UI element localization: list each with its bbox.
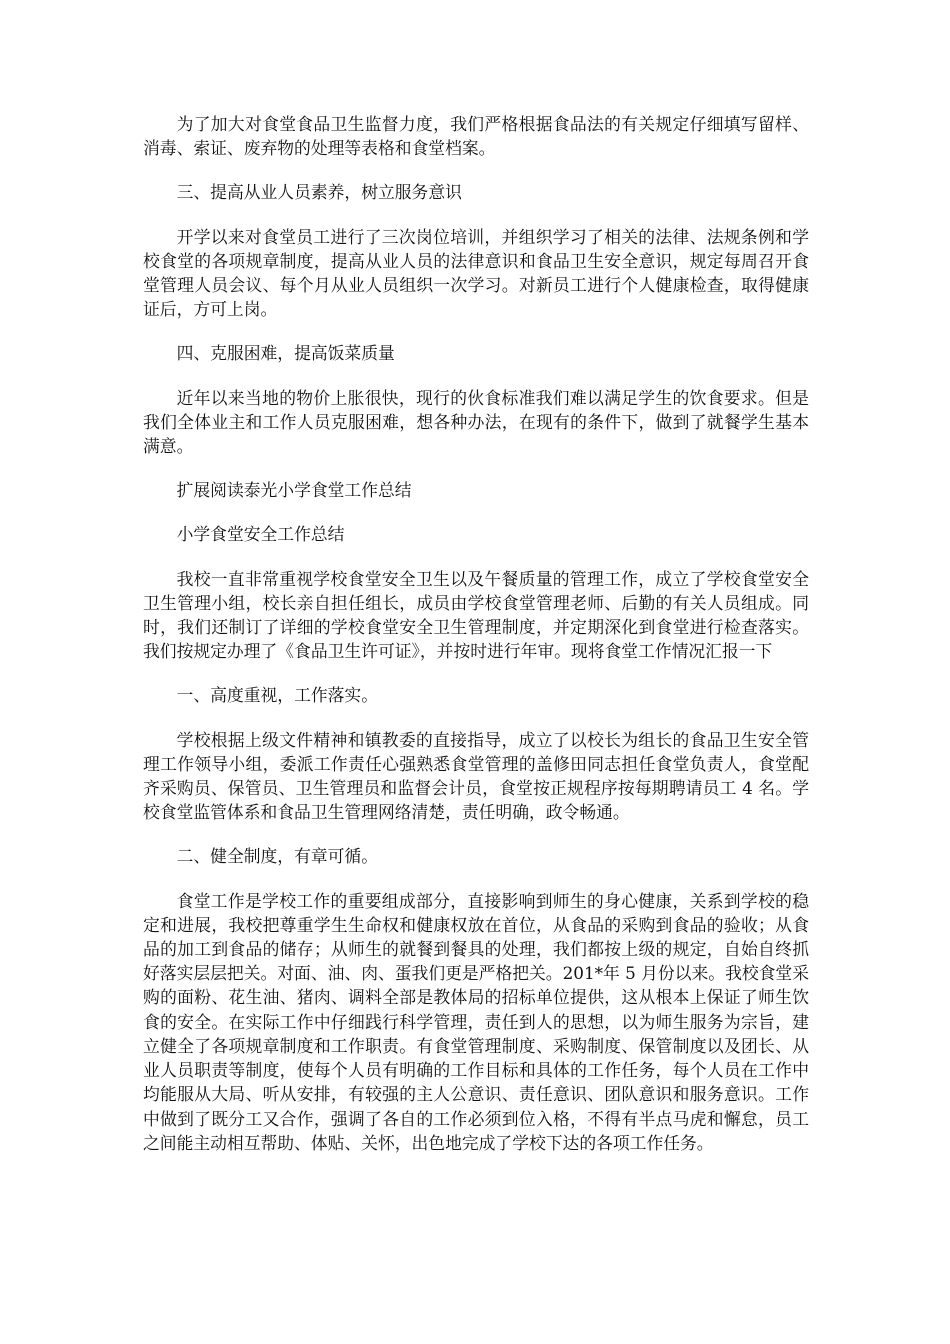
paragraph-leadership: 学校根据上级文件精神和镇教委的直接指导，成立了以校长为组长的食品卫生安全管理工作领导小组，委派工作责任心强熟悉食堂管理的盖修田同志担任食堂负责人，食堂配齐采购员、保管员、卫生管理员和监督会计员，食堂按正规程序按每期聘请员工 4 名。学校食堂监管体系和食品卫生管理网络清楚，责任明确，政令畅通。 xyxy=(143,729,809,823)
document-page xyxy=(143,112,809,1175)
heading-section-3: 三、提高从业人员素养，树立服务意识 xyxy=(176,182,462,203)
paragraph-training: 开学以来对食堂员工进行了三次岗位培训，并组织学习了相关的法律、法规条例和学校食堂的各项规章制度，提高从业人员的法律意识和食品卫生安全意识，规定每周召开食堂管理人员会议、每个月从业人员组织一次学习。对新员工进行个人健康检查，取得健康证后，方可上岗。 xyxy=(143,226,809,320)
heading-section-4: 四、克服困难，提高饭菜质量 xyxy=(176,343,395,364)
paragraph-rules: 食堂工作是学校工作的重要组成部分，直接影响到师生的身心健康，关系到学校的稳定和进展，我校把尊重学生生命权和健康权放在首位，从食品的采购到食品的验收；从食品的加工到食品的储存；从师生的就餐到餐具的处理，我们都按上级的规定，自始自终抓好落实层层把关。对面、油、肉、蛋我们更是严格把关。201*年 5 月份以来。我校食堂采购的面粉、花生油、猪肉、调料全部是教体局的招标单位提供，这从根本上保证了师生饮食的安全。在实际工作中仔细践行科学管理，责任到人的思想，以为师生服务为宗旨，建立健全了各项规章制度和工作职责。有食堂管理制度、采购制度、保管制度以及团长、从业人员职责等制度，使每个人员有明确的工作目标和具体的工作任务，每个人员在工作中均能服从大局、听从安排，有较强的主人公意识、责任意识、团队意识和服务意识。工作中做到了既分工又合作，强调了各自的工作必须到位入格，不得有半点马虎和懈怠，员工之间能主动相互帮助、体贴、关怀，出色地完成了学校下达的各项工作任务。 xyxy=(143,890,809,1153)
summary-title: 小学食堂安全工作总结 xyxy=(176,524,345,545)
extended-reading-title: 扩展阅读泰光小学食堂工作总结 xyxy=(176,480,412,501)
heading-section-1: 一、高度重视，工作落实。 xyxy=(176,685,378,706)
paragraph-supervision: 为了加大对食堂食品卫生监督力度，我们严格根据食品法的有关规定仔细填写留样、消毒、索证、废弃物的处理等表格和食堂档案。 xyxy=(143,114,809,159)
paragraph-prices: 近年以来当地的物价上胀很快，现行的伙食标准我们难以满足学生的饮食要求。但是我们全体业主和工作人员克服困难，想各种办法，在现有的条件下，做到了就餐学生基本满意。 xyxy=(143,387,809,457)
heading-section-2: 二、健全制度，有章可循。 xyxy=(176,846,378,867)
paragraph-intro: 我校一直非常重视学校食堂安全卫生以及午餐质量的管理工作，成立了学校食堂安全卫生管理小组，校长亲自担任组长，成员由学校食堂管理老师、后勤的有关人员组成。同时，我们还制订了详细的学校食堂安全卫生管理制度，并定期深化到食堂进行检查落实。我们按规定办理了《食品卫生许可证》，并按时进行年审。现将食堂工作情况汇报一下 xyxy=(143,568,809,662)
